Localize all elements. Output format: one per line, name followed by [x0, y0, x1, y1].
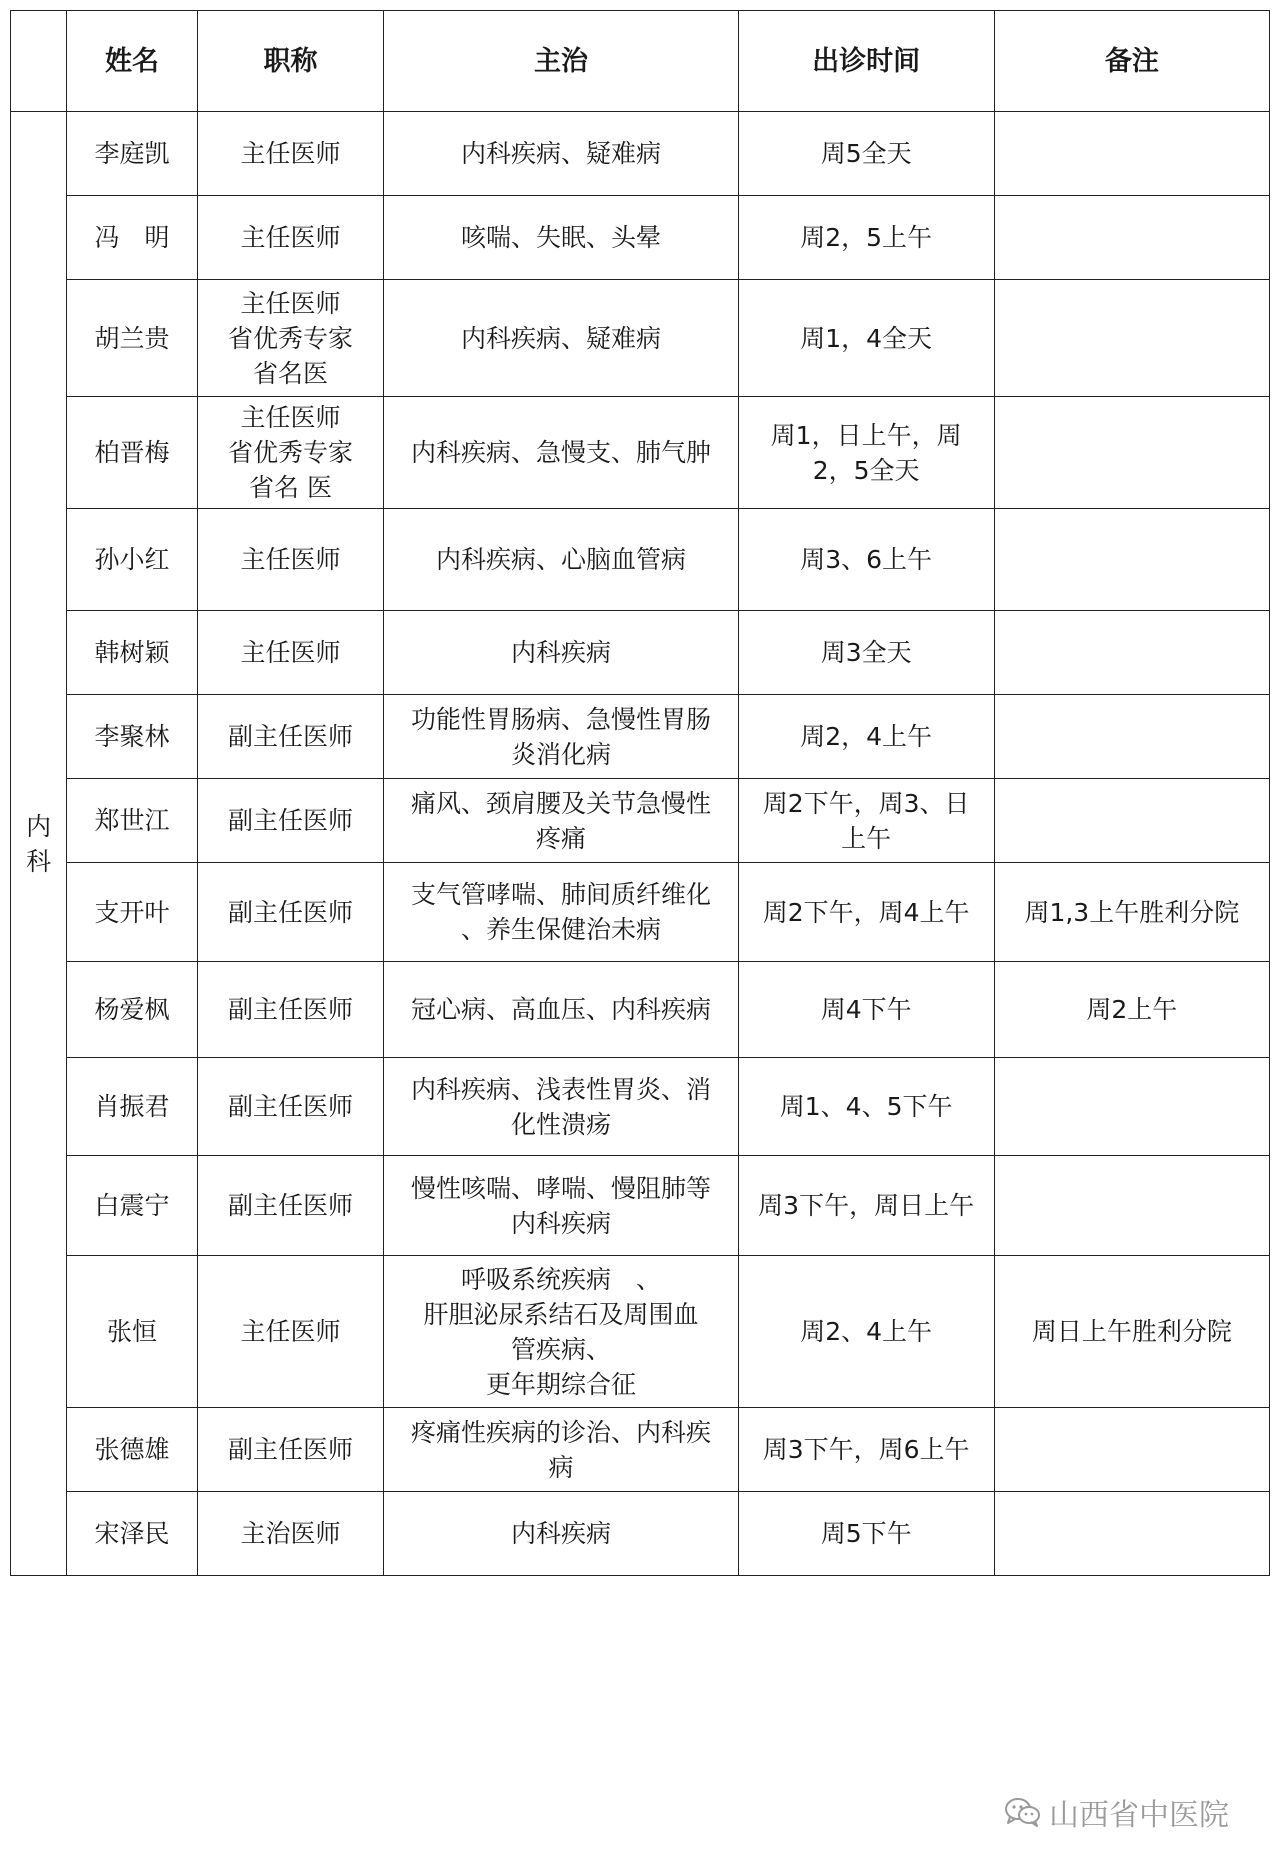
doctor-schedule-table — [10, 10, 1270, 1576]
table-row — [11, 509, 1270, 611]
doctor-note — [994, 196, 1269, 280]
clinic-time: 周5全天 — [738, 112, 994, 196]
doctor-specialty: 慢性咳喘、哮喘、慢阻肺等 内科疾病 — [384, 1156, 738, 1256]
clinic-time: 周1、4、5下午 — [738, 1058, 994, 1156]
department-cell: 内 科 — [11, 112, 67, 1576]
clinic-time: 周3全天 — [738, 611, 994, 695]
table-row — [11, 695, 1270, 779]
clinic-time: 周3、6上午 — [738, 509, 994, 611]
table-row — [11, 1156, 1270, 1256]
doctor-specialty: 内科疾病、疑难病 — [384, 112, 738, 196]
table-row — [11, 1408, 1270, 1492]
doctor-specialty: 内科疾病、心脑血管病 — [384, 509, 738, 611]
doctor-name: 李聚林 — [67, 695, 197, 779]
doctor-specialty: 咳喘、失眠、头晕 — [384, 196, 738, 280]
doctor-specialty: 内科疾病、浅表性胃炎、消 化性溃疡 — [384, 1058, 738, 1156]
table-row — [11, 397, 1270, 509]
doctor-note — [994, 509, 1269, 611]
header-row — [11, 11, 1270, 112]
clinic-time: 周2下午，周4上午 — [738, 863, 994, 962]
doctor-name: 支开叶 — [67, 863, 197, 962]
doctor-name: 杨爱枫 — [67, 962, 197, 1058]
table-row — [11, 863, 1270, 962]
doctor-name: 张德雄 — [67, 1408, 197, 1492]
clinic-time: 周2下午，周3、日 上午 — [738, 779, 994, 863]
table-row — [11, 1256, 1270, 1408]
header-time: 出诊时间 — [738, 11, 994, 112]
doctor-name: 冯 明 — [67, 196, 197, 280]
doctor-title: 主任医师 省优秀专家 省名 医 — [197, 397, 384, 509]
header-dept — [11, 11, 67, 112]
table-row — [11, 611, 1270, 695]
doctor-title: 主治医师 — [197, 1492, 384, 1576]
doctor-note — [994, 1058, 1269, 1156]
doctor-title: 副主任医师 — [197, 1058, 384, 1156]
doctor-note — [994, 611, 1269, 695]
doctor-name: 胡兰贵 — [67, 280, 197, 397]
doctor-note: 周日上午胜利分院 — [994, 1256, 1269, 1408]
header-title: 职称 — [197, 11, 384, 112]
doctor-note — [994, 1408, 1269, 1492]
doctor-specialty: 呼吸系统疾病 、 肝胆泌尿系结石及周围血 管疾病、 更年期综合征 — [384, 1256, 738, 1408]
doctor-note — [994, 1492, 1269, 1576]
header-name: 姓名 — [67, 11, 197, 112]
doctor-note — [994, 280, 1269, 397]
doctor-specialty: 内科疾病、急慢支、肺气肿 — [384, 397, 738, 509]
clinic-time: 周4下午 — [738, 962, 994, 1058]
doctor-note — [994, 695, 1269, 779]
doctor-name: 韩树颖 — [67, 611, 197, 695]
doctor-specialty: 支气管哮喘、肺间质纤维化 、养生保健治未病 — [384, 863, 738, 962]
doctor-name: 宋泽民 — [67, 1492, 197, 1576]
clinic-time: 周3下午，周日上午 — [738, 1156, 994, 1256]
header-specialty: 主治 — [384, 11, 738, 112]
doctor-title: 主任医师 — [197, 509, 384, 611]
doctor-specialty: 功能性胃肠病、急慢性胃肠 炎消化病 — [384, 695, 738, 779]
table-row — [11, 779, 1270, 863]
doctor-name: 孙小红 — [67, 509, 197, 611]
doctor-title: 副主任医师 — [197, 962, 384, 1058]
table-row — [11, 196, 1270, 280]
doctor-name: 白震宁 — [67, 1156, 197, 1256]
doctor-name: 柏晋梅 — [67, 397, 197, 509]
clinic-time: 周2，5上午 — [738, 196, 994, 280]
doctor-note: 周2上午 — [994, 962, 1269, 1058]
clinic-time: 周1，4全天 — [738, 280, 994, 397]
doctor-name: 张恒 — [67, 1256, 197, 1408]
wechat-icon — [1005, 1797, 1041, 1827]
table-row — [11, 962, 1270, 1058]
doctor-title: 副主任医师 — [197, 695, 384, 779]
doctor-name: 李庭凯 — [67, 112, 197, 196]
doctor-note — [994, 112, 1269, 196]
doctor-note — [994, 397, 1269, 509]
clinic-time: 周2、4上午 — [738, 1256, 994, 1408]
doctor-title: 副主任医师 — [197, 779, 384, 863]
doctor-name: 郑世江 — [67, 779, 197, 863]
clinic-time: 周5下午 — [738, 1492, 994, 1576]
doctor-specialty: 内科疾病 — [384, 611, 738, 695]
table-row — [11, 112, 1270, 196]
doctor-title: 副主任医师 — [197, 1408, 384, 1492]
doctor-title: 副主任医师 — [197, 863, 384, 962]
clinic-time: 周3下午，周6上午 — [738, 1408, 994, 1492]
watermark — [1005, 1792, 1229, 1832]
doctor-specialty: 疼痛性疾病的诊治、内科疾 病 — [384, 1408, 738, 1492]
watermark-text: 山西省中医院 — [1049, 1798, 1229, 1833]
clinic-time: 周1，日上午，周 2，5全天 — [738, 397, 994, 509]
doctor-title: 主任医师 — [197, 196, 384, 280]
doctor-specialty: 痛风、颈肩腰及关节急慢性 疼痛 — [384, 779, 738, 863]
clinic-time: 周2，4上午 — [738, 695, 994, 779]
doctor-title: 主任医师 — [197, 611, 384, 695]
table-row — [11, 280, 1270, 397]
doctor-title: 主任医师 — [197, 1256, 384, 1408]
header-note: 备注 — [994, 11, 1269, 112]
doctor-specialty: 内科疾病、疑难病 — [384, 280, 738, 397]
doctor-title: 副主任医师 — [197, 1156, 384, 1256]
doctor-note — [994, 779, 1269, 863]
table-row — [11, 1058, 1270, 1156]
doctor-title: 主任医师 省优秀专家 省名医 — [197, 280, 384, 397]
doctor-specialty: 冠心病、高血压、内科疾病 — [384, 962, 738, 1058]
table-row — [11, 1492, 1270, 1576]
doctor-specialty: 内科疾病 — [384, 1492, 738, 1576]
doctor-note: 周1,3上午胜利分院 — [994, 863, 1269, 962]
doctor-title: 主任医师 — [197, 112, 384, 196]
doctor-note — [994, 1156, 1269, 1256]
doctor-name: 肖振君 — [67, 1058, 197, 1156]
